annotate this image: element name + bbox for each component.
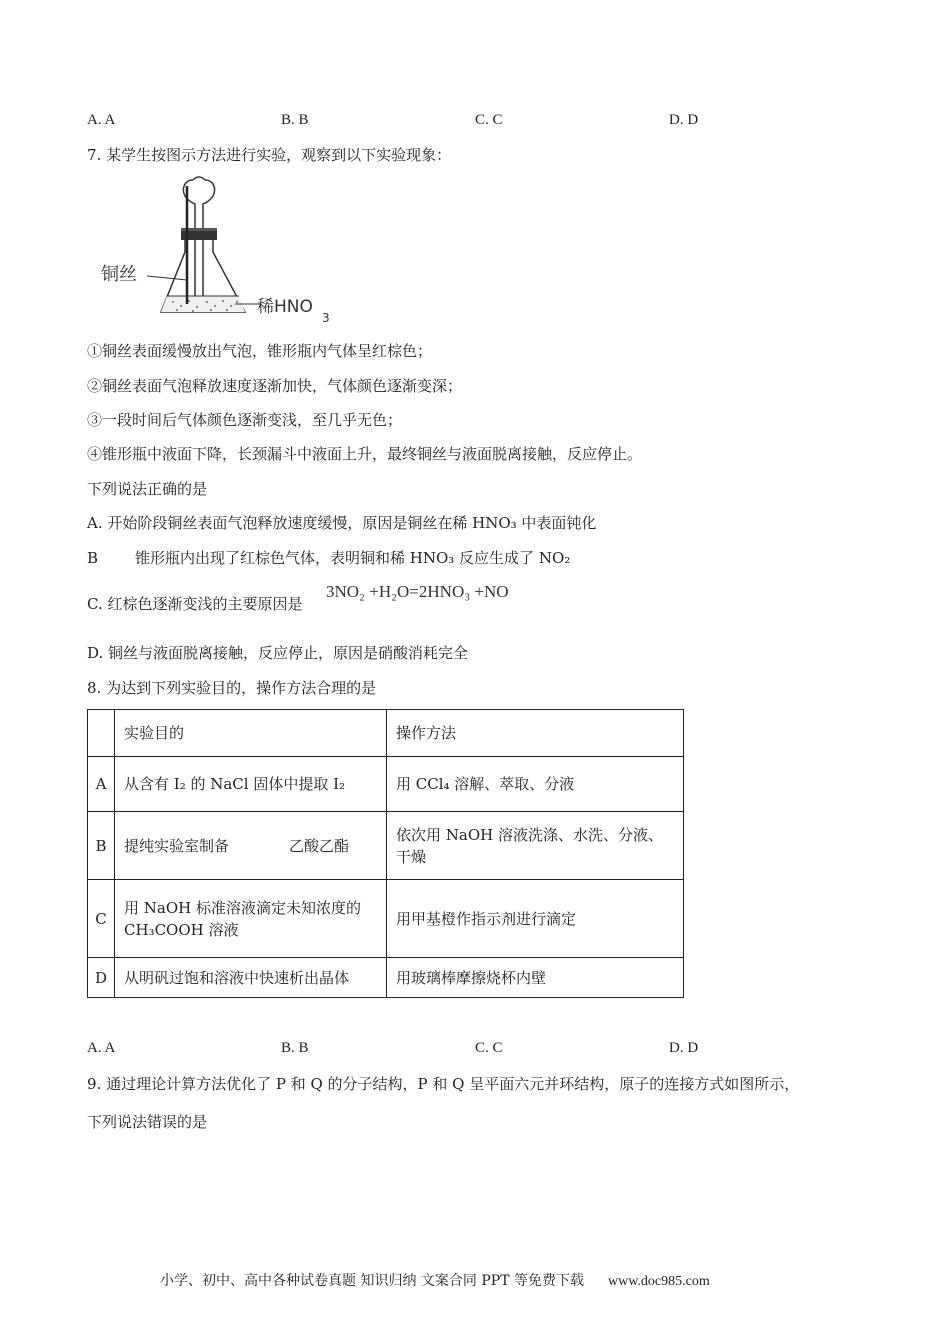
row-method: 用玻璃棒摩擦烧杯内壁 (387, 958, 684, 998)
q7-observation-4: ④锥形瓶中液面下降，长颈漏斗中液面上升，最终铜丝与液面脱离接触，反应停止。 (87, 445, 643, 463)
q6-option-c: C. C (475, 112, 503, 128)
q7-observation-1: ①铜丝表面缓慢放出气泡，锥形瓶内气体呈红棕色； (87, 342, 433, 360)
table-row (88, 812, 684, 880)
row-goal-part-1: 提纯实验室制备 (124, 836, 230, 855)
row-method: 用甲基橙作指示剂进行滴定 (387, 880, 684, 958)
table-header-method: 操作方法 (387, 710, 684, 757)
row-letter: A (88, 757, 115, 812)
footer-url[interactable]: www.doc985.com (607, 1274, 710, 1289)
footer-text: 小学、初中、高中各种试卷真题 知识归纳 文案合同 PPT 等免费下载 (160, 1273, 584, 1289)
q8-option-c: C. C (475, 1040, 503, 1056)
q7-observation-3: ③一段时间后气体颜色逐渐变浅，至几乎无色； (87, 411, 403, 429)
row-goal (115, 812, 387, 880)
q9-stem-line-2: 下列说法错误的是 (87, 1113, 208, 1131)
row-method: 用 CCl₄ 溶解、萃取、分液 (387, 757, 684, 812)
dilute-hno3-subscript: 3 (322, 311, 330, 325)
q7-option-b: 锥形瓶内出现了红棕色气体，表明铜和稀 HNO₃ 反应生成了 NO₂ (135, 549, 571, 567)
q8-option-b: B. B (281, 1040, 309, 1056)
q7-stem: 7. 某学生按图示方法进行实验，观察到以下实验现象： (87, 146, 452, 164)
row-letter: D (88, 958, 115, 998)
table-row (88, 958, 684, 998)
q7-option-c: C. 红棕色逐渐变浅的主要原因是 (87, 595, 303, 613)
q8-option-d: D. D (669, 1040, 699, 1056)
row-letter: C (88, 880, 115, 958)
table-row (88, 880, 684, 958)
q6-option-b: B. B (281, 112, 309, 128)
row-goal-part-2: 乙酸乙酯 (289, 836, 350, 855)
q9-stem-line-1: 9. 通过理论计算方法优化了 P 和 Q 的分子结构，P 和 Q 呈平面六元并环结构，原子的连接方式如图所示， (87, 1075, 800, 1093)
q6-option-d: D. D (669, 112, 699, 128)
row-method: 依次用 NaOH 溶液洗涤、水洗、分液、干燥 (387, 812, 684, 880)
row-goal: 从含有 I₂ 的 NaCl 固体中提取 I₂ (115, 757, 387, 812)
q7-option-c-formula: 3NO₂ +H₂O=2HNO₃ +NO (326, 582, 509, 601)
flask-apparatus-figure (95, 172, 345, 332)
dilute-hno3-label: 稀HNO (257, 297, 313, 317)
q7-option-b-letter: B (87, 549, 99, 567)
table-header-row (88, 710, 684, 757)
table-row (88, 757, 684, 812)
row-letter: B (88, 812, 115, 880)
page-footer (160, 1270, 710, 1290)
table-header-goal: 实验目的 (115, 710, 387, 757)
table-header-letter (88, 710, 115, 757)
row-goal: 从明矾过饱和溶液中快速析出晶体 (115, 958, 387, 998)
q8-stem: 8. 为达到下列实验目的，操作方法合理的是 (87, 679, 377, 697)
row-goal: 用 NaOH 标准溶液滴定未知浓度的 CH₃COOH 溶液 (115, 880, 387, 958)
q8-table (87, 709, 684, 998)
q7-option-d: D. 铜丝与液面脱离接触，反应停止，原因是硝酸消耗完全 (87, 644, 469, 662)
q7-option-a: A. 开始阶段铜丝表面气泡释放速度缓慢，原因是铜丝在稀 HNO₃ 中表面钝化 (87, 514, 597, 532)
q8-option-a: A. A (87, 1040, 116, 1056)
q7-observation-2: ②铜丝表面气泡释放速度逐渐加快，气体颜色逐渐变深； (87, 377, 463, 395)
q7-prompt: 下列说法正确的是 (87, 480, 208, 498)
q6-option-a: A. A (87, 112, 116, 128)
copper-wire-label: 铜丝 (101, 264, 137, 285)
